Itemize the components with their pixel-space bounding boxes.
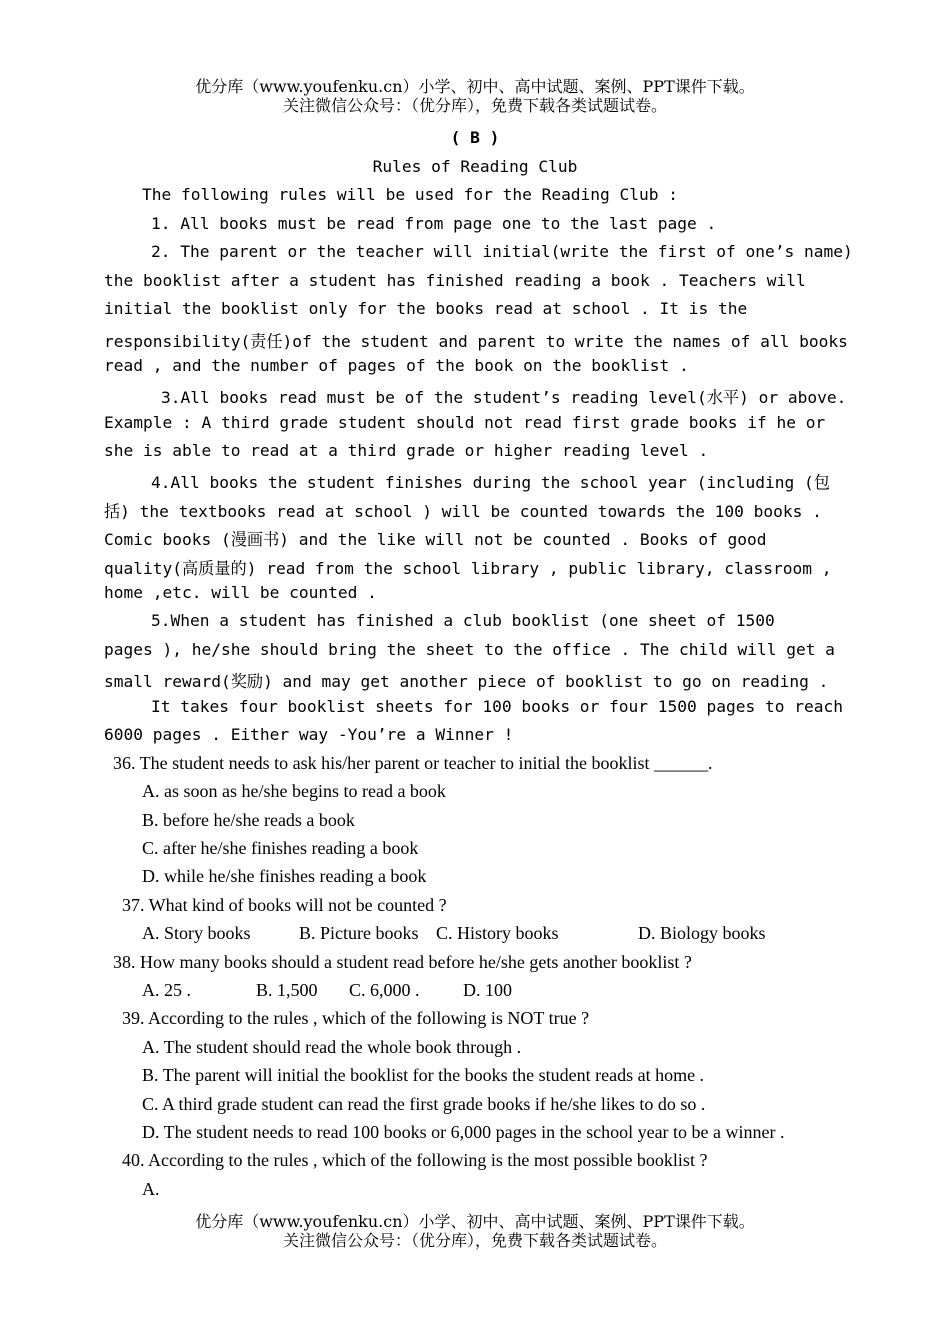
question-36-stem: 36. The student needs to ask his/her parent or teacher to initial the booklist ______. <box>113 753 713 773</box>
passage-line: 括) the textbooks read at school ) will be counted towards the 100 books . <box>104 502 822 521</box>
passage-line: 2. The parent or the teacher will initial(write the first of one’s name) <box>151 242 853 261</box>
question-38-stem: 38. How many books should a student read before he/she gets another booklist ? <box>113 952 692 972</box>
passage-line: home ,etc. will be counted . <box>104 583 377 602</box>
passage-line: 4.All books the student finishes during the school year (including (包 <box>151 473 830 492</box>
question-39-option-b: B. The parent will initial the booklist for the books the student reads at home . <box>142 1065 705 1085</box>
passage-line: 6000 pages . Either way -You’re a Winner ! <box>104 725 514 744</box>
question-37-stem: 37. What kind of books will not be counted ? <box>122 895 447 915</box>
passage-line: the booklist after a student has finished reading a book . Teachers will <box>104 271 806 290</box>
passage-line: The following rules will be used for the Reading Club : <box>142 185 679 204</box>
question-39-option-c: C. A third grade student can read the first grade books if he/she likes to do so . <box>142 1094 706 1114</box>
passage-line: quality(高质量的) read from the school library , public library, classroom , <box>104 559 832 578</box>
question-39-option-a: A. The student should read the whole book through . <box>142 1037 522 1057</box>
passage-line: 3.All books read must be of the student’s reading level(水平) or above. <box>161 388 847 407</box>
question-40-stem: 40. According to the rules , which of the following is the most possible booklist ? <box>122 1150 708 1170</box>
question-36-option-c: C. after he/she finishes reading a book <box>142 838 419 858</box>
question-39-option-d: D. The student needs to read 100 books or 6,000 pages in the school year to be a winner . <box>142 1122 785 1142</box>
passage-line: she is able to read at a third grade or higher reading level . <box>104 441 709 460</box>
passage-line: Comic books (漫画书) and the like will not be counted . Books of good <box>104 530 767 549</box>
section-label: ( B ) <box>450 128 500 147</box>
passage-title: Rules of Reading Club <box>372 157 578 176</box>
question-39-stem: 39. According to the rules , which of the following is NOT true ? <box>122 1008 590 1028</box>
question-37-option-b: B. Picture books <box>299 923 419 943</box>
question-36-option-b: B. before he/she reads a book <box>142 810 355 830</box>
passage-line: Example : A third grade student should not read first grade books if he or <box>104 413 826 432</box>
passage-line: read , and the number of pages of the book on the booklist . <box>104 356 689 375</box>
question-37-option-d: D. Biology books <box>638 923 766 943</box>
passage-line: It takes four booklist sheets for 100 books or four 1500 pages to reach <box>151 697 843 716</box>
passage-line: small reward(奖励) and may get another piece of booklist to go on reading . <box>104 672 829 691</box>
header-line-2: 关注微信公众号：（优分库），免费下载各类试题试卷。 <box>282 96 667 115</box>
passage-line: pages ), he/she should bring the sheet to the office . The child will get a <box>104 640 835 659</box>
page-footer <box>0 1212 950 1250</box>
question-36-option-d: D. while he/she finishes reading a book <box>142 866 427 886</box>
question-37-option-c: C. History books <box>436 923 559 943</box>
passage-line: responsibility(责任)of the student and parent to write the names of all books <box>104 332 848 351</box>
question-38-option-c: C. 6,000 . <box>349 980 420 1000</box>
question-37-option-a: A. Story books <box>142 923 251 943</box>
passage-line: initial the booklist only for the books read at school . It is the <box>104 299 748 318</box>
question-38-option-d: D. 100 <box>463 980 512 1000</box>
header-line-1: 优分库（www.youfenku.cn）小学、初中、高中试题、案例、PPT课件下载。 <box>195 77 755 96</box>
question-40-option-a: A. <box>142 1179 160 1199</box>
passage-line: 5.When a student has finished a club booklist (one sheet of 1500 <box>151 611 775 630</box>
footer-line-2: 关注微信公众号：（优分库），免费下载各类试题试卷。 <box>282 1231 667 1250</box>
question-38-option-a: A. 25 . <box>142 980 191 1000</box>
question-38-option-b: B. 1,500 <box>256 980 318 1000</box>
footer-line-1: 优分库（www.youfenku.cn）小学、初中、高中试题、案例、PPT课件下载。 <box>195 1212 755 1231</box>
passage-line: 1. All books must be read from page one to the last page . <box>151 214 717 233</box>
page-header <box>0 77 950 115</box>
question-36-option-a: A. as soon as he/she begins to read a book <box>142 781 446 801</box>
